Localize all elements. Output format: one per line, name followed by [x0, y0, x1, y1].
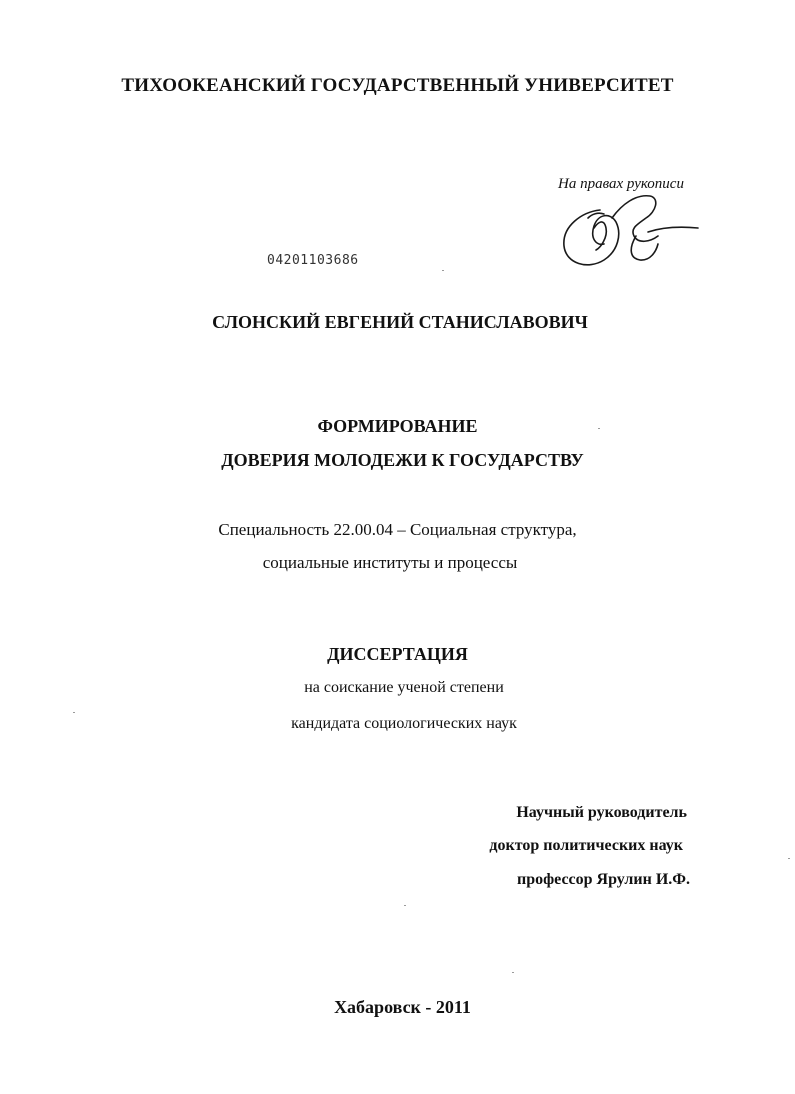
dissertation-title-line1: ФОРМИРОВАНИЕ [317, 416, 478, 436]
signature-icon [552, 188, 702, 278]
specialty-line2: социальные институты и процессы [262, 553, 518, 572]
rights-note: На правах рукописи [558, 176, 684, 192]
university-name: ТИХООКЕАНСКИЙ ГОСУДАРСТВЕННЫЙ УНИВЕРСИТЕТ [121, 75, 674, 96]
document-number: 04201103686 [267, 253, 359, 268]
scan-speck [788, 858, 790, 859]
city-year: Хабаровск - 2011 [334, 997, 471, 1017]
dissertation-title-line2: ДОВЕРИЯ МОЛОДЕЖИ К ГОСУДАРСТВУ [221, 450, 584, 470]
work-type-heading: ДИССЕРТАЦИЯ [327, 644, 468, 664]
author-name: СЛОНСКИЙ ЕВГЕНИЙ СТАНИСЛАВОВИЧ [212, 312, 588, 332]
supervisor-role: Научный руководитель [516, 804, 687, 821]
degree-line2: кандидата социологических наук [291, 715, 517, 732]
scan-speck [512, 972, 514, 973]
scan-speck [442, 270, 444, 271]
scan-speck [598, 428, 600, 429]
supervisor-degree: доктор политических наук [489, 837, 683, 854]
scan-speck [73, 712, 75, 713]
specialty-line1: Специальность 22.00.04 – Социальная структура, [218, 520, 577, 539]
scan-speck [404, 905, 406, 906]
degree-line1: на соискание ученой степени [304, 679, 504, 696]
supervisor-name: профессор Ярулин И.Ф. [516, 871, 690, 888]
